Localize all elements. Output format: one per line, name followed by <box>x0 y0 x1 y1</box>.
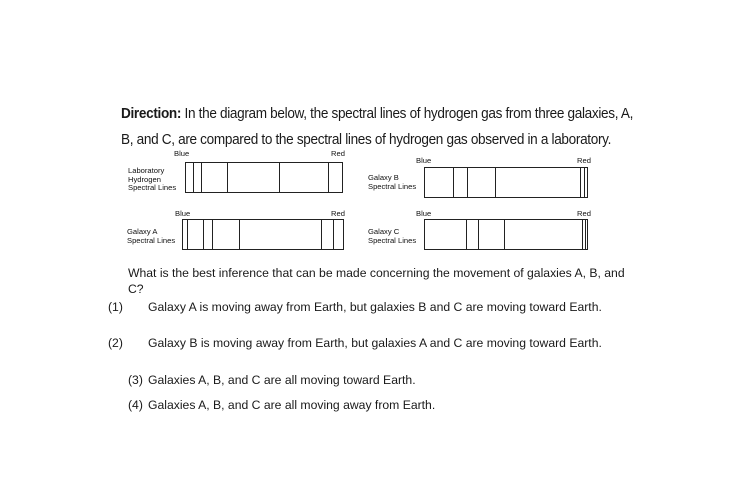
galaxy-b-blue-label: Blue <box>416 156 432 165</box>
option-3-text: Galaxies A, B, and C are all moving toward Earth. <box>148 373 416 387</box>
option-1-text: Galaxy A is moving away from Earth, but galaxies B and C are moving toward Earth. <box>148 300 602 314</box>
galaxy-a-label-line-1: Galaxy A <box>127 227 158 236</box>
answer-option-3[interactable] <box>128 373 628 389</box>
option-3-number: (3) <box>128 373 143 387</box>
spectral-line <box>321 220 322 249</box>
laboratory-red-label: Red <box>331 149 345 158</box>
spectral-line <box>453 168 454 197</box>
galaxy-c-label-line-1: Galaxy C <box>368 227 400 236</box>
spectral-line <box>201 163 202 192</box>
laboratory-blue-label: Blue <box>174 149 190 158</box>
option-4-number: (4) <box>128 398 143 412</box>
direction-line-1 <box>121 101 634 127</box>
spectral-line <box>585 220 586 249</box>
option-1-number: (1) <box>108 300 123 314</box>
galaxy-b-label-line-1: Galaxy B <box>368 173 399 182</box>
spectral-line <box>466 220 467 249</box>
spectral-line <box>227 163 228 192</box>
galaxy-c-red-label: Red <box>577 209 591 218</box>
galaxy-b-label-line-2: Spectral Lines <box>368 181 417 191</box>
galaxy-a-label-line-2: Spectral Lines <box>127 235 176 245</box>
spectral-line <box>193 163 194 192</box>
spectral-line <box>279 163 280 192</box>
spectral-line <box>239 220 240 249</box>
spectral-line <box>212 220 213 249</box>
answer-option-2[interactable] <box>108 336 628 352</box>
question-text: What is the best inference that can be made concerning the movement of galaxies A, B, and C? <box>128 266 625 296</box>
laboratory-label-line-2: Hydrogen <box>128 174 161 184</box>
spectral-line <box>495 168 496 197</box>
galaxy-a-red-label: Red <box>331 209 345 218</box>
galaxy-a-spectrum <box>182 219 344 250</box>
spectral-line <box>328 163 329 192</box>
spectral-line <box>584 168 585 197</box>
spectral-line <box>203 220 204 249</box>
spectral-line <box>580 168 581 197</box>
laboratory-label-line-1: Laboratory <box>128 166 165 175</box>
galaxy-a-blue-label: Blue <box>175 209 191 218</box>
spectral-line <box>582 220 583 249</box>
direction-line-1-text: In the diagram below, the spectral lines of hydrogen gas from three galaxies, A, <box>181 106 634 122</box>
spectral-line <box>187 220 188 249</box>
laboratory-label-line-3: Spectral Lines <box>128 183 177 192</box>
answer-option-4[interactable] <box>128 398 628 414</box>
spectral-line <box>333 220 334 249</box>
direction-line-2: B, and C, are compared to the spectral lines of hydrogen gas observed in a laboratory. <box>121 132 612 148</box>
spectral-line <box>478 220 479 249</box>
galaxy-c-label-line-2: Spectral Lines <box>368 235 417 245</box>
direction-label: Direction: <box>121 106 182 122</box>
galaxy-c-blue-label: Blue <box>416 209 432 218</box>
galaxy-c-spectrum <box>424 219 588 250</box>
option-2-number: (2) <box>108 336 123 350</box>
answer-option-1[interactable] <box>108 300 628 316</box>
galaxy-b-spectrum <box>424 167 588 198</box>
spectral-line <box>504 220 505 249</box>
option-4-text: Galaxies A, B, and C are all moving away from Earth. <box>148 398 436 412</box>
option-2-text: Galaxy B is moving away from Earth, but galaxies A and C are moving toward Earth. <box>148 336 602 350</box>
spectral-line <box>467 168 468 197</box>
galaxy-b-red-label: Red <box>577 156 591 165</box>
laboratory-spectrum <box>185 162 343 193</box>
direction-text <box>121 101 634 153</box>
